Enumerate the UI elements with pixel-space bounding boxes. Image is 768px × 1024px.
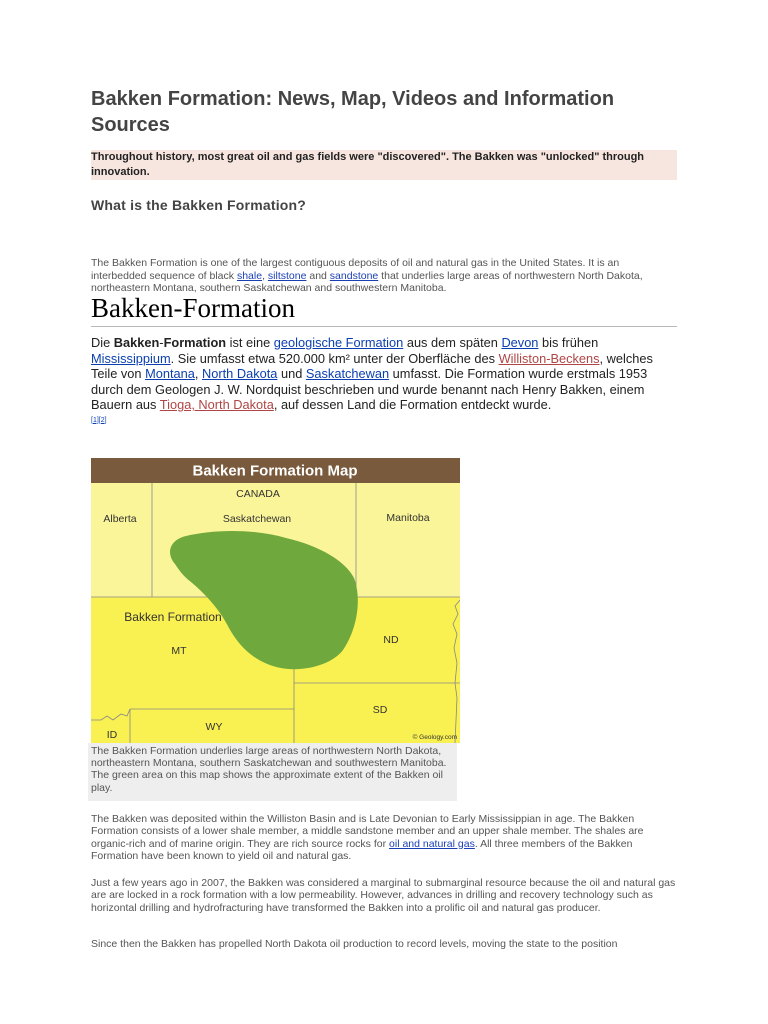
tagline-highlight: Throughout history, most great oil and gas fields were "discovered". The Bakken was "unlocked" through innovation. <box>91 150 677 180</box>
map-title: Bakken Formation Map <box>192 462 358 480</box>
label-nd: ND <box>383 634 399 646</box>
map-caption: The Bakken Formation underlies large areas of northwestern North Dakota, northeastern Montana, southern Saskatchewan and southwestern Manitoba. The green area on this map shows the approximate extent of the Bakken oil play. <box>88 743 457 801</box>
label-alberta: Alberta <box>103 513 137 525</box>
tioga-link[interactable]: Tioga, North Dakota <box>159 397 274 412</box>
wiki-heading: Bakken-Formation <box>91 292 677 327</box>
label-manitoba: Manitoba <box>386 512 430 524</box>
label-saskatchewan: Saskatchewan <box>222 513 292 525</box>
devon-link[interactable]: Devon <box>501 335 539 350</box>
paragraph-history: Just a few years ago in 2007, the Bakken was considered a marginal to submarginal resource because the oil and natural gas are are locked in a rock formation with a low permeability. However, advances in drilling and recovery technology such as horizontal drilling and hydrofracturing have transformed the Bakken into a prolific oil and natural gas producer. <box>91 877 676 914</box>
sandstone-link[interactable]: sandstone <box>329 269 379 282</box>
label-sd: SD <box>372 704 388 716</box>
label-id: ID <box>106 729 118 741</box>
map-credit: © Geology.com <box>412 734 457 741</box>
label-mt: MT <box>171 645 187 657</box>
north-dakota-link[interactable]: North Dakota <box>202 366 278 381</box>
section-heading: What is the Bakken Formation? <box>91 197 307 213</box>
oil-and-natural-gas-link[interactable]: oil and natural gas <box>389 837 475 850</box>
montana-link[interactable]: Montana <box>145 366 195 381</box>
page-title: Bakken Formation: News, Map, Videos and Information Sources <box>91 88 615 136</box>
wiki-paragraph: Die Bakken-Formation ist eine geologische Formation aus dem späten Devon bis frühen Mississippium. Sie umfasst etwa 520.000 km² unter der Oberfläche des Williston-Beckens, welches Teile von Montana, North Dakota und Saskatchewan umfasst. Die Formation wurde erstmals 1953 durch dem Geologen J. W. Nordquist beschrieben und wurde benannt nach Henry Bakken, einem Bauern aus Tioga, North Dakota, auf dessen Land die Formation entdeckt wurde. [1][2] <box>91 335 653 424</box>
paragraph-deposition: The Bakken was deposited within the Williston Basin and is Late Devonian to Early Mississippian in age. The Bakken Formation consists of a lower shale member, a middle sandstone member and an upper shale member. The shales are organic-rich and of marine origin. They are rich source rocks for oil and natural gas. All three members of the Bakken Formation have been known to yield oil and natural gas. <box>91 813 644 862</box>
label-wy: WY <box>205 721 223 733</box>
williston-beckens-link[interactable]: Williston-Beckens <box>498 350 600 366</box>
label-bakken: Bakken Formation <box>124 610 222 624</box>
intro-paragraph: The Bakken Formation is one of the largest contiguous deposits of oil and natural gas in the United States. It is an interbedded sequence of black shale, siltstone and sandstone that underlies large areas of northwestern North Dakota, northeastern Montana, southern Saskatchewan and southwestern Manitoba. <box>91 257 643 294</box>
mississippium-link[interactable]: Mississippium <box>91 350 171 366</box>
geologische-formation-link[interactable]: geologische Formation <box>273 335 404 350</box>
saskatchewan-link[interactable]: Saskatchewan <box>305 366 390 381</box>
shale-link[interactable]: shale <box>236 269 263 282</box>
bakken-map <box>91 458 460 743</box>
label-canada: CANADA <box>236 488 280 500</box>
reference-link[interactable]: [1][2] <box>91 416 107 424</box>
siltstone-link[interactable]: siltstone <box>267 269 307 282</box>
paragraph-production: Since then the Bakken has propelled North Dakota oil production to record levels, moving the state to the position <box>91 938 618 950</box>
